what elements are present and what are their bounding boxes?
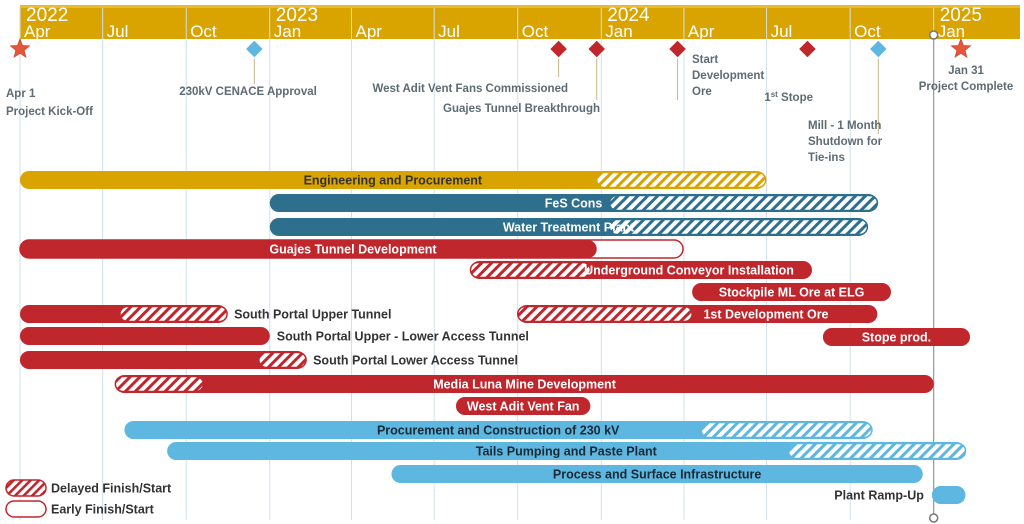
- task-label-tails-pumping-and-paste-plant: Tails Pumping and Paste Plant: [475, 444, 657, 459]
- milestone-label-mill-1-month-shutdown-for-tie-ins: Tie-ins: [808, 152, 845, 164]
- task-label-guajes-tunnel-development: Guajes Tunnel Development: [269, 242, 437, 257]
- task-underground-conveyor-installation: [470, 261, 812, 279]
- legend-swatch-delayed-finish-start: [6, 480, 46, 496]
- task-label-media-luna-mine-development: Media Luna Mine Development: [433, 377, 616, 392]
- task-stope-prod: [823, 328, 970, 346]
- task-water-treatment-plant: [270, 218, 868, 236]
- milestone-label-apr-1-project-kick-off: Apr 1: [6, 88, 36, 100]
- task-label-procurement-and-construction-of-230-kv: Procurement and Construction of 230 kV: [376, 423, 620, 438]
- task-delayed-south-portal-lower-access-tunnel: [259, 353, 306, 368]
- task-delayed-water-treatment-plant: [609, 220, 867, 235]
- task-plant-ramp-up: [834, 486, 965, 504]
- task-label-process-and-surface-infrastructure: Process and Surface Infrastructure: [552, 467, 762, 482]
- task-label-west-adit-vent-fan: West Adit Vent Fan: [466, 399, 580, 414]
- month-label-10: Oct: [854, 22, 881, 41]
- task-delayed-fes-cons: [609, 196, 877, 211]
- task-label-south-portal-lower-access-tunnel: South Portal Lower Access Tunnel: [313, 353, 519, 368]
- today-marker-top: [930, 31, 938, 39]
- task-delayed-south-portal-upper-tunnel: [120, 307, 227, 322]
- month-label-3: Jan: [273, 22, 302, 41]
- month-label-1: Jul: [106, 22, 129, 41]
- task-process-and-surface-infrastructure: [391, 465, 922, 483]
- year-label-2024: 2024: [607, 5, 650, 26]
- task-label-south-portal-upper-lower-access-tunnel: South Portal Upper - Lower Access Tunnel: [276, 329, 529, 344]
- milestone-label-start-development-ore: Development: [692, 70, 765, 82]
- task-label-engineering-and-procurement: Engineering and Procurement: [303, 173, 483, 188]
- task-label-underground-conveyor-installation: Underground Conveyor Installation: [584, 263, 794, 278]
- task-fes-cons: [270, 194, 878, 212]
- year-label-2025: 2025: [939, 5, 982, 26]
- task-engineering-and-procurement: [20, 171, 766, 189]
- task-delayed-underground-conveyor-installation: [470, 263, 590, 278]
- milestone-label-west-adit-vent-fans-commissioned: West Adit Vent Fans Commissioned: [372, 83, 568, 95]
- milestone-label-guajes-tunnel-breakthrough: Guajes Tunnel Breakthrough: [443, 103, 600, 115]
- milestone-label-230kv-cenace-approval: 230kV CENACE Approval: [179, 86, 317, 98]
- milestone-diamond-230kv-cenace-approval: [245, 40, 263, 58]
- milestone-label-jan-31-project-complete: Jan 31: [948, 65, 984, 77]
- milestone-label-mill-1-month-shutdown-for-tie-ins: Shutdown for: [808, 136, 883, 148]
- task-delayed-1st-development-ore: [518, 307, 692, 322]
- task-west-adit-vent-fan: [456, 397, 590, 415]
- task-label-water-treatment-plant: Water Treatment Plant: [502, 220, 635, 235]
- task-label-fes-cons: FeS Cons: [544, 196, 603, 211]
- milestone-diamond-guajes-tunnel-breakthrough: [588, 40, 606, 58]
- task-bar-plant-ramp-up: [932, 486, 966, 504]
- month-label-9: Jul: [770, 22, 793, 41]
- month-label-2: Oct: [190, 22, 217, 41]
- task-delayed-tails-pumping-and-paste-plant: [788, 444, 965, 459]
- task-1st-development-ore: [518, 305, 878, 323]
- month-label-8: Apr: [687, 22, 715, 41]
- milestone-label-apr-1-project-kick-off: Project Kick-Off: [6, 106, 93, 118]
- milestone-diamond-mill-1-month-shutdown-for-tie-ins: [869, 40, 887, 58]
- milestone-label-jan-31-project-complete: Project Complete: [918, 81, 1014, 93]
- task-south-portal-upper-tunnel: [20, 305, 391, 323]
- milestone-label-1st-stope: 1st Stope: [764, 89, 813, 104]
- month-label-6: Oct: [521, 22, 549, 41]
- month-label-5: Jul: [438, 22, 460, 41]
- today-marker-bottom: [930, 514, 938, 522]
- task-tails-pumping-and-paste-plant: [167, 442, 965, 460]
- month-label-4: Apr: [355, 22, 382, 41]
- milestone-label-mill-1-month-shutdown-for-tie-ins: Mill - 1 Month: [808, 120, 882, 132]
- task-label-stope-prod: Stope prod.: [861, 330, 932, 345]
- milestone-star-jan-31-project-complete: [951, 39, 970, 57]
- task-media-luna-mine-development: [115, 375, 933, 393]
- task-delayed-engineering-and-procurement: [597, 173, 766, 188]
- year-label-2023: 2023: [275, 5, 319, 26]
- task-label-stockpile-ml-ore-at-elg: Stockpile ML Ore at ELG: [718, 285, 865, 300]
- task-guajes-tunnel-development: [20, 240, 683, 258]
- milestone-label-start-development-ore: Ore: [692, 86, 712, 98]
- task-south-portal-lower-access-tunnel: [20, 351, 518, 369]
- year-label-2022: 2022: [26, 5, 69, 26]
- milestone-diamond-1st-stope: [798, 40, 816, 58]
- task-procurement-and-construction-of-230-kv: [124, 421, 871, 439]
- legend-swatch-early-finish-start: [6, 501, 46, 517]
- task-label-plant-ramp-up: Plant Ramp-Up: [834, 488, 924, 503]
- month-label-11: Jan: [937, 22, 966, 41]
- task-delayed-procurement-and-construction-of-230-kv: [701, 423, 872, 438]
- task-delayed-media-luna-mine-development: [115, 377, 203, 392]
- task-label-1st-development-ore: 1st Development Ore: [703, 307, 829, 322]
- milestone-diamond-west-adit-vent-fans-commissioned: [550, 40, 568, 58]
- legend-label-early-finish-start: Early Finish/Start: [51, 502, 154, 517]
- month-label-7: Jan: [605, 22, 633, 41]
- milestone-label-start-development-ore: Start: [692, 54, 719, 66]
- task-south-portal-upper-lower-access-tunnel: [20, 327, 529, 345]
- legend-label-delayed-finish-start: Delayed Finish/Start: [51, 481, 172, 496]
- timeline-band-highlight: [20, 5, 1020, 8]
- month-label-0: Apr: [24, 22, 51, 41]
- task-stockpile-ml-ore-at-elg: [692, 283, 891, 301]
- task-bar-south-portal-upper-lower-access-tunnel: [20, 327, 270, 345]
- task-label-south-portal-upper-tunnel: South Portal Upper Tunnel: [234, 307, 392, 322]
